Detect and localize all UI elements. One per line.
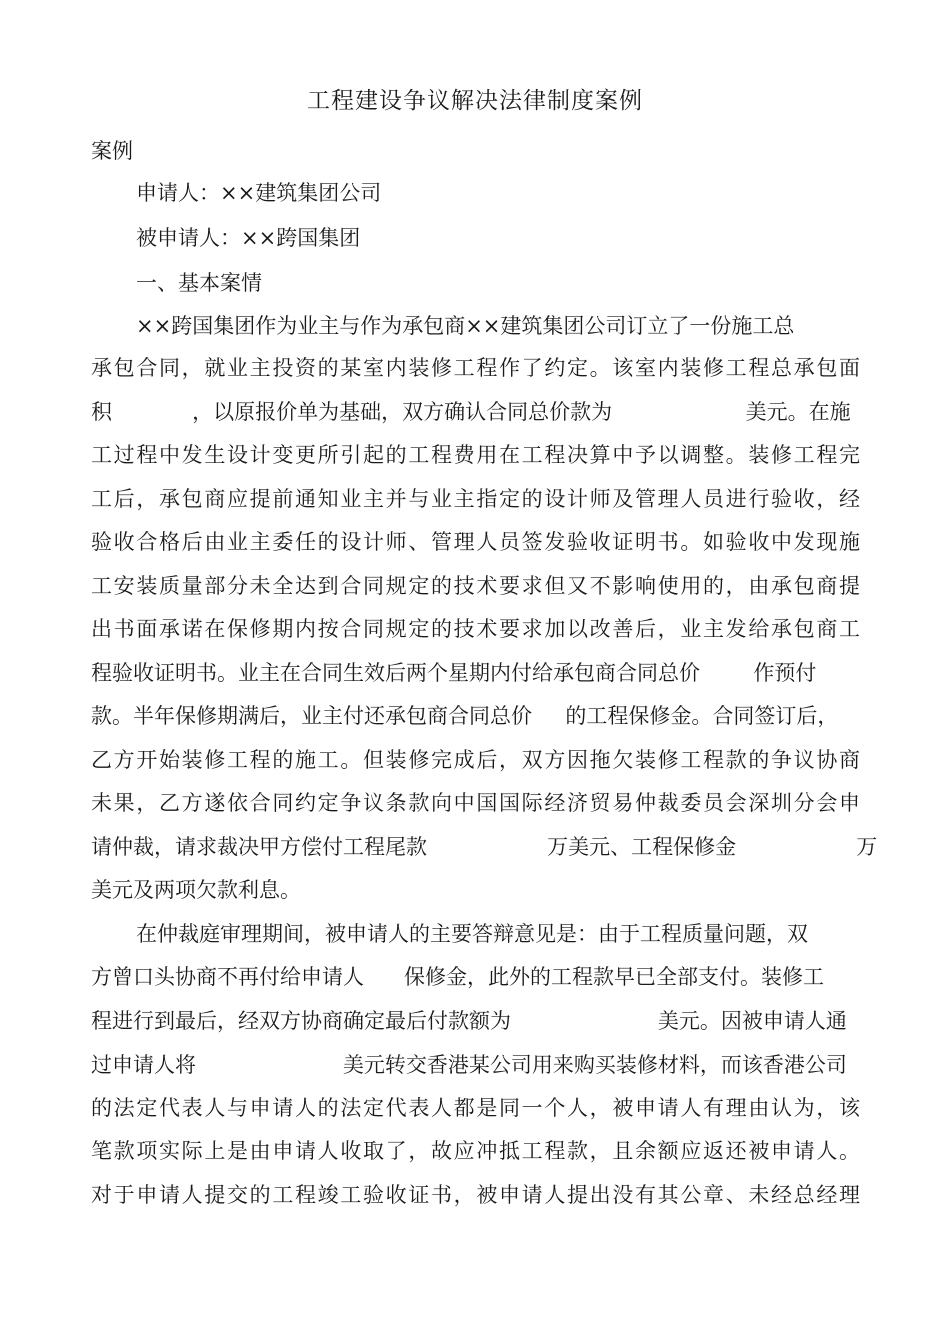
paragraph-line: 程验收证明书。业主在合同生效后两个星期内付给承包商合同总价 作预付	[91, 661, 817, 685]
paragraph-line: 的法定代表人与申请人的法定代表人都是同一个人，被申请人有理由认为，该	[91, 1096, 860, 1120]
document-title: 工程建设争议解决法律制度案例	[307, 88, 643, 114]
paragraph-line: 在仲裁庭审理期间，被申请人的主要答辩意见是：由于工程质量问题，双	[136, 922, 808, 946]
heading-basic-facts: 一、基本案情	[136, 271, 262, 295]
paragraph-line: 程进行到最后，经双方协商确定最后付款额为 美元。因被申请人通	[91, 1009, 847, 1033]
section-label: 案例	[91, 139, 133, 163]
paragraph-line: 款。半年保修期满后，业主付还承包商合同总价 的工程保修金。合同签订后，	[91, 704, 839, 728]
paragraph-line: ××跨国集团作为业主与作为承包商××建筑集团公司订立了一份施工总	[136, 314, 795, 338]
paragraph-line: 乙方开始装修工程的施工。但装修完成后，双方因拖欠装修工程款的争议协商	[91, 748, 860, 772]
paragraph-line: 工后，承包商应提前通知业主并与业主指定的设计师及管理人员进行验收，经	[91, 487, 860, 511]
paragraph-line: 请仲裁，请求裁决甲方偿付工程尾款 万美元、工程保修金 万	[91, 835, 878, 859]
paragraph-line: 方曾口头协商不再付给申请人 保修金，此外的工程款早已全部支付。装修工	[91, 965, 825, 989]
paragraph-line: 笔款项实际上是由申请人收取了，故应冲抵工程款，且余额应返还被申请人。	[91, 1139, 860, 1163]
paragraph-line: 承包合同，就业主投资的某室内装修工程作了约定。该室内装修工程总承包面	[91, 356, 860, 380]
paragraph-line: 美元及两项欠款利息。	[91, 878, 301, 902]
paragraph-line: 积 ，以原报价单为基础，双方确认合同总价款为 美元。在施	[91, 400, 851, 424]
paragraph-line: 过申请人将 美元转交香港某公司用来购买装修材料，而该香港公司	[91, 1053, 847, 1077]
paragraph-line: 验收合格后由业主委任的设计师、管理人员签发验收证明书。如验收中发现施	[91, 530, 860, 554]
paragraph-line: 出书面承诺在保修期内按合同规定的技术要求加以改善后，业主发给承包商工	[91, 617, 860, 641]
paragraph-line: 工过程中发生设计变更所引起的工程费用在工程决算中予以调整。装修工程完	[91, 443, 860, 467]
paragraph-line: 工安装质量部分未全达到合同规定的技术要求但又不影响使用的，由承包商提	[91, 574, 860, 598]
applicant-line: 申请人：××建筑集团公司	[136, 181, 382, 205]
paragraph-line: 对于申请人提交的工程竣工验收证书，被申请人提出没有其公章、未经总经理	[91, 1183, 860, 1207]
respondent-line: 被申请人：××跨国集团	[136, 226, 361, 250]
paragraph-line: 未果，乙方遂依合同约定争议条款向中国国际经济贸易仲裁委员会深圳分会申	[91, 791, 860, 815]
